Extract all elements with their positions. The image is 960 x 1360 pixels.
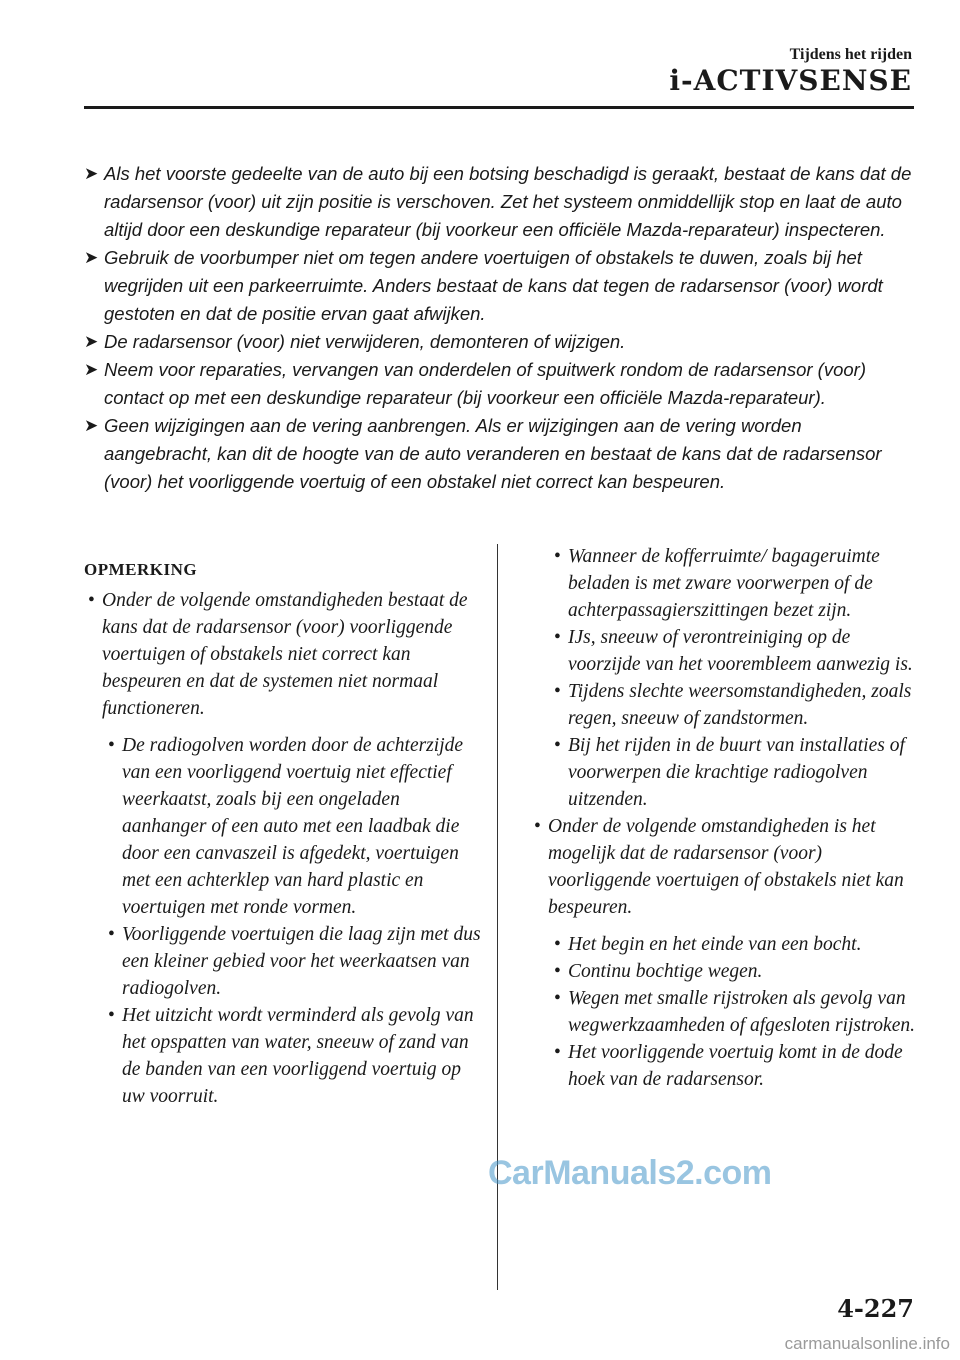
note-sub-item-text: Wanneer de kofferruimte/ bagageruimte beladen is met zware voorwerpen of de achterpassagierszittingen bezet zijn. <box>568 546 880 621</box>
bullet-icon: • <box>554 988 561 1009</box>
warning-text: Neem voor reparaties, vervangen van onderdelen of spuitwerk rondom de radarsensor (voor) contact op met een deskundige reparateur (bij voorkeur een officiële Mazda-reparateur). <box>104 359 866 408</box>
warning-item <box>84 356 914 412</box>
note-sub-item-text: Wegen met smalle rijstroken als gevolg van wegwerkzaamheden of afgesloten rijstroken. <box>568 988 915 1036</box>
bullet-icon: • <box>554 1042 561 1063</box>
bullet-icon: • <box>108 1005 115 1026</box>
note-right-column <box>530 543 920 1093</box>
arrow-bullet-icon: ➤ <box>84 248 99 267</box>
arrow-bullet-icon: ➤ <box>84 416 99 435</box>
note-item-text: Onder de volgende omstandigheden is het mogelijk dat de radarsensor (voor) voorliggende voertuigen of obstakels niet kan bespeuren. <box>548 816 904 918</box>
note-sub-item <box>550 985 920 1039</box>
note-sub-item <box>84 1002 484 1110</box>
note-sub-item-text: Voorliggende voertuigen die laag zijn met dus een kleiner gebied voor het weerkaatsen van radiogolven. <box>122 924 481 999</box>
bullet-icon: • <box>554 546 561 567</box>
note-sub-item-text: Bij het rijden in de buurt van installaties of voorwerpen die krachtige radiogolven uitzenden. <box>568 735 905 810</box>
header-section-label: Tijdens het rijden <box>789 46 912 63</box>
arrow-bullet-icon: ➤ <box>84 332 99 351</box>
warning-item <box>84 160 914 244</box>
note-item-text: Onder de volgende omstandigheden bestaat de kans dat de radarsensor (voor) voorliggende voertuigen of obstakels niet correct kan bespeuren en dat de systemen niet normaal functioneren. <box>102 590 468 719</box>
note-sub-item-text: Het voorliggende voertuig komt in de dode hoek van de radarsensor. <box>568 1042 903 1090</box>
note-sub-item <box>550 958 920 985</box>
warning-item <box>84 244 914 328</box>
arrow-bullet-icon: ➤ <box>84 360 99 379</box>
note-item <box>530 813 920 921</box>
note-item <box>84 587 484 722</box>
warning-list <box>84 160 914 496</box>
note-sub-item-text: IJs, sneeuw of verontreiniging op de voorzijde van het voorembleem aanwezig is. <box>568 627 913 675</box>
note-sub-item-text: De radiogolven worden door de achterzijde van een voorliggend voertuig niet effectief weerkaatst, zoals bij een ongeladen aanhanger of een auto met een laadbak die door een canvaszeil is afgedekt, voertuigen met een achterklep van hard plastic en voertuigen met ronde vormen. <box>122 735 464 918</box>
bullet-icon: • <box>554 961 561 982</box>
header-title: i-ACTIVSENSE <box>669 64 912 97</box>
bullet-icon: • <box>554 934 561 955</box>
warning-text: Gebruik de voorbumper niet om tegen andere voertuigen of obstakels te duwen, zoals bij het wegrijden uit een parkeerruimte. Anders bestaat de kans dat tegen de radarsensor (voor) wordt gestoten en dat de positie ervan gaat afwijken. <box>104 247 883 324</box>
warning-text: Als het voorste gedeelte van de auto bij een botsing beschadigd is geraakt, bestaat de kans dat de radarsensor (voor) uit zijn positie is verschoven. Zet het systeem onmiddellijk stop en laat de auto altijd door een deskundige reparateur (bij voorkeur een officiële Mazda-reparateur) inspecteren. <box>104 163 912 240</box>
note-sub-item <box>84 921 484 1002</box>
header-rule <box>84 106 914 109</box>
warning-text: Geen wijzigingen aan de vering aanbrengen. Als er wijzigingen aan de vering worden aangebracht, kan dit de hoogte van de auto veranderen en bestaat de kans dat de radarsensor (voor) het voorliggende voertuig of een obstakel niet correct kan bespeuren. <box>104 415 882 492</box>
note-sub-item <box>550 1039 920 1093</box>
note-sub-item <box>550 732 920 813</box>
watermark-url: carmanualsonline.info <box>784 1334 950 1353</box>
watermark-logo: CarManuals2.com <box>488 1154 772 1192</box>
arrow-bullet-icon: ➤ <box>84 164 99 183</box>
note-sub-item <box>550 678 920 732</box>
bullet-icon: • <box>534 816 541 837</box>
note-sub-item-text: Continu bochtige wegen. <box>568 961 763 982</box>
warning-text: De radarsensor (voor) niet verwijderen, demonteren of wijzigen. <box>104 331 626 352</box>
note-sub-item-text: Het uitzicht wordt verminderd als gevolg van het opspatten van water, sneeuw of zand van de banden van een voorliggend voertuig op uw voorruit. <box>122 1005 474 1107</box>
note-left-column <box>84 556 484 1110</box>
note-sub-item-text: Het begin en het einde van een bocht. <box>568 934 862 955</box>
page-number: 4-227 <box>837 1294 914 1323</box>
bullet-icon: • <box>108 735 115 756</box>
note-heading: OPMERKING <box>84 560 198 579</box>
note-sub-item <box>550 543 920 624</box>
bullet-icon: • <box>108 924 115 945</box>
note-sub-item <box>550 624 920 678</box>
bullet-icon: • <box>554 627 561 648</box>
bullet-icon: • <box>554 681 561 702</box>
bullet-icon: • <box>554 735 561 756</box>
bullet-icon: • <box>88 590 95 611</box>
warning-item <box>84 412 914 496</box>
note-sub-item <box>84 732 484 921</box>
note-sub-item-text: Tijdens slechte weersomstandigheden, zoals regen, sneeuw of zandstormen. <box>568 681 912 729</box>
warning-item <box>84 328 914 356</box>
note-sub-item <box>550 931 920 958</box>
